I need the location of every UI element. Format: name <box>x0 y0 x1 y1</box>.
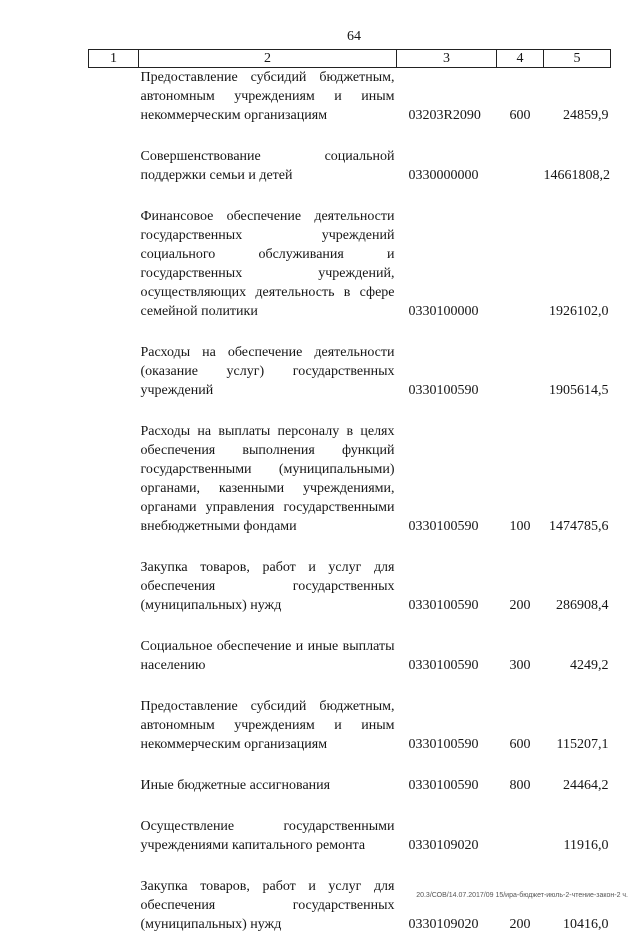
header-col-3: 3 <box>397 50 497 68</box>
row-amount: 11916,0 <box>544 817 611 855</box>
row-expense-type: 300 <box>497 637 544 675</box>
empty-cell <box>89 422 139 536</box>
row-name: Расходы на обеспечение деятельности (оказание услуг) государственных учреждений <box>139 343 397 400</box>
row-code: 0330100000 <box>397 207 497 321</box>
row-amount: 286908,4 <box>544 558 611 615</box>
row-code: 0330000000 <box>397 147 497 185</box>
table-row <box>89 68 611 126</box>
spacer-cell <box>89 675 611 697</box>
row-code: 0330109020 <box>397 817 497 855</box>
row-code: 0330100590 <box>397 343 497 400</box>
row-name: Предоставление субсидий бюджетным, автономным учреждениям и иным некоммерческим организациям <box>139 697 397 754</box>
row-amount: 115207,1 <box>544 697 611 754</box>
row-name: Осуществление государственными учреждениями капитального ремонта <box>139 817 397 855</box>
row-expense-type <box>497 343 544 400</box>
table-row <box>89 343 611 400</box>
empty-cell <box>89 817 139 855</box>
row-code: 0330100590 <box>397 637 497 675</box>
spacer-cell <box>89 400 611 422</box>
row-name: Предоставление субсидий бюджетным, автономным учреждениям и иным некоммерческим организациям <box>139 68 397 126</box>
table-row <box>89 817 611 855</box>
row-amount: 4249,2 <box>544 637 611 675</box>
table-row <box>89 147 611 185</box>
table-row <box>89 558 611 615</box>
row-name: Закупка товаров, работ и услуг для обеспечения государственных (муниципальных) нужд <box>139 558 397 615</box>
row-spacer <box>89 795 611 817</box>
table-body <box>89 68 611 934</box>
spacer-cell <box>89 855 611 877</box>
row-amount: 1905614,5 <box>544 343 611 400</box>
empty-cell <box>89 697 139 754</box>
empty-cell <box>89 558 139 615</box>
empty-cell <box>89 207 139 321</box>
row-name: Расходы на выплаты персоналу в целях обеспечения выполнения функций государственными (муниципальными) органами, казенными учреждениями, органами управления государственными внебюджетными фондами <box>139 422 397 536</box>
spacer-cell <box>89 615 611 637</box>
row-code: 0330100590 <box>397 776 497 795</box>
row-amount: 10416,0 <box>544 877 611 934</box>
row-spacer <box>89 321 611 343</box>
row-code: 0330100590 <box>397 422 497 536</box>
empty-cell <box>89 147 139 185</box>
row-expense-type <box>497 817 544 855</box>
row-expense-type: 100 <box>497 422 544 536</box>
header-col-4: 4 <box>497 50 544 68</box>
empty-cell <box>89 637 139 675</box>
row-spacer <box>89 754 611 776</box>
row-amount: 1926102,0 <box>544 207 611 321</box>
table-row <box>89 637 611 675</box>
row-code: 03203R2090 <box>397 68 497 126</box>
row-spacer <box>89 615 611 637</box>
header-row <box>89 50 611 68</box>
row-amount: 24859,9 <box>544 68 611 126</box>
spacer-cell <box>89 754 611 776</box>
row-expense-type: 800 <box>497 776 544 795</box>
empty-cell <box>89 68 139 126</box>
footer-document-code: 20.3/СОВ/14.07.2017/09 15/ира-бюджет-июль-2-чтение-закон-2 ч. <box>416 892 628 899</box>
row-amount: 1474785,6 <box>544 422 611 536</box>
spacer-cell <box>89 321 611 343</box>
table-row <box>89 877 611 934</box>
row-code: 0330100590 <box>397 697 497 754</box>
row-expense-type: 200 <box>497 877 544 934</box>
row-spacer <box>89 675 611 697</box>
empty-cell <box>89 776 139 795</box>
page-number: 64 <box>340 29 368 45</box>
row-name: Закупка товаров, работ и услуг для обеспечения государственных (муниципальных) нужд <box>139 877 397 934</box>
row-expense-type: 600 <box>497 68 544 126</box>
row-name: Финансовое обеспечение деятельности государственных учреждений социального обслуживания и государственных учреждений, осуществляющих деятельность в сфере семейной политики <box>139 207 397 321</box>
row-expense-type: 200 <box>497 558 544 615</box>
row-name: Иные бюджетные ассигнования <box>139 776 397 795</box>
row-spacer <box>89 400 611 422</box>
table-row <box>89 697 611 754</box>
spacer-cell <box>89 795 611 817</box>
row-spacer <box>89 185 611 207</box>
row-code: 0330109020 <box>397 877 497 934</box>
header-col-2: 2 <box>139 50 397 68</box>
header-col-1: 1 <box>89 50 139 68</box>
row-name: Социальное обеспечение и иные выплаты населению <box>139 637 397 675</box>
spacer-cell <box>89 185 611 207</box>
row-amount: 14661808,2 <box>544 147 611 185</box>
budget-table <box>88 49 611 934</box>
table-row <box>89 207 611 321</box>
row-name: Совершенствование социальной поддержки семьи и детей <box>139 147 397 185</box>
spacer-cell <box>89 536 611 558</box>
header-col-5: 5 <box>544 50 611 68</box>
row-expense-type <box>497 147 544 185</box>
spacer-cell <box>89 125 611 147</box>
row-spacer <box>89 125 611 147</box>
table-row <box>89 776 611 795</box>
empty-cell <box>89 877 139 934</box>
row-amount: 24464,2 <box>544 776 611 795</box>
row-code: 0330100590 <box>397 558 497 615</box>
row-spacer <box>89 536 611 558</box>
row-expense-type: 600 <box>497 697 544 754</box>
row-spacer <box>89 855 611 877</box>
row-expense-type <box>497 207 544 321</box>
empty-cell <box>89 343 139 400</box>
table-header <box>89 50 611 68</box>
table-row <box>89 422 611 536</box>
